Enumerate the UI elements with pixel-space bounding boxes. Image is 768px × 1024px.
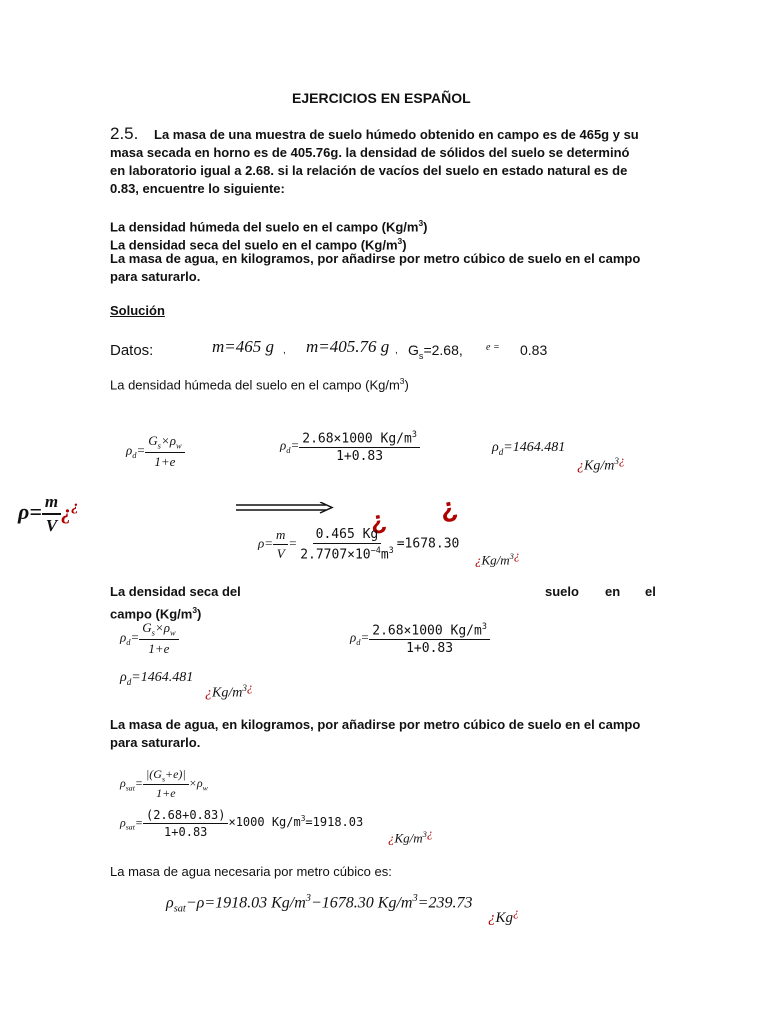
question-3-line-2: para saturarlo.: [110, 269, 201, 284]
question-3-line-1: La masa de agua, en kilogramos, por añadirse por metro cúbico de suelo en el campo: [110, 251, 641, 266]
arrow-icon: [236, 502, 336, 514]
formula-dry-density-substituted: $\rho_d=$ $\frac{2.68\times 1000 Kg/m^3}{1+0.83}$: [280, 429, 420, 464]
formula-dry-density-general: $\rho_d=$ $\frac{G_s\times\rho_w}{1+e}$: [126, 433, 185, 470]
unit-kg-m3: ¿$Kg/m^3¿$: [577, 453, 625, 474]
unit-kg: ¿Kg¿: [488, 905, 520, 926]
formula-dry-density-general-2: $\rho_d=$ $\frac{G_s\times\rho_w}{1+e}$: [120, 620, 179, 657]
statement-line-3: en laboratorio igual a 2.68. si la relación de vacíos del suelo en estado natural es de: [110, 163, 628, 178]
formula-water-mass: $\rho_{sat}-\rho=1918.03$ $Kg/m^3-1678.30$ $Kg/m^3=239.73$: [166, 893, 473, 915]
problem-number: 2.5.: [110, 124, 139, 143]
datos-gs: $G_s=2.68$,: [408, 342, 463, 361]
statement-line-2: masa secada en horno es de 405.76g. la densidad de sólidos del suelo se determinó: [110, 145, 630, 160]
formula-sat-density-general: $\rho_{sat}=$ $\frac{|(G_s+e)|}{1+e}$ $\times\rho_w$: [120, 767, 208, 801]
statement-line-4: 0.83, encuentre lo siguiente:: [110, 181, 285, 196]
formula-dry-density-substituted-2: $\rho_d=$ $\frac{2.68\times 1000 Kg/m^3}{1+0.83}$: [350, 621, 490, 656]
datos-dry-mass: m=405.76 g: [306, 337, 390, 356]
section-2-heading-d: el: [645, 584, 656, 599]
section-3-heading-line-2: para saturarlo.: [110, 735, 201, 750]
unit-kg-m3-dry: ¿$Kg/m^3¿$: [205, 680, 253, 701]
inverted-question-mark-2: ¿: [437, 490, 460, 525]
datos-wet-mass: m=465 g: [212, 337, 274, 356]
datos-comma-1: ,: [283, 345, 286, 356]
datos-label: Datos:: [110, 342, 154, 359]
datos-e-value: 0.83: [520, 342, 548, 358]
question-1: La densidad húmeda del suelo en el campo $(Kg/m^3)$: [110, 218, 428, 235]
datos-comma-2: ,: [395, 345, 398, 356]
page-title: EJERCICIOS EN ESPAÑOL: [292, 90, 471, 106]
section-2-heading-e: campo $(Kg/m^3)$: [110, 605, 202, 622]
final-heading: La masa de agua necesaria por metro cúbico es:: [110, 864, 392, 879]
question-2: La densidad seca del suelo en el campo $(Kg/m^3)$: [110, 236, 407, 253]
statement-line-1: La masa de una muestra de suelo húmedo obtenido en campo es de 465g y su: [154, 127, 639, 142]
solution-label: Solución: [110, 303, 165, 318]
formula-density-substituted: ρ= $\frac{m}{V}$ = $\frac{0.465 Kg}{2.7707\times 10^{-4}m^3}$ =1678.30: [258, 527, 460, 563]
section-3-heading-line-1: La masa de agua, en kilogramos, por añadirse por metro cúbico de suelo en el campo: [110, 717, 641, 732]
formula-sat-density-substituted: $\rho_{sat}=$ $\frac{(2.68+0.83)}{1+0.83}$ ×1000 $Kg/m^3=1918.03$: [120, 808, 364, 839]
unit-kg-m3-density: ¿$Kg/m^3¿$: [475, 548, 520, 568]
section-2-heading-b: suelo: [545, 584, 579, 599]
section-2-heading-a: La densidad seca del: [110, 584, 241, 599]
section-2-heading-c: en: [605, 584, 621, 599]
inverted-question-mark-1: ¿: [367, 503, 389, 537]
formula-dry-density-result: $\rho_d=1464.481$: [492, 440, 566, 457]
datos-e-symbol: e =: [486, 342, 500, 353]
formula-density-basic: ρ= $\frac{m}{V}$ ¿¿: [18, 492, 79, 535]
formula-dry-density-result-2: $\rho_d=1464.481$: [120, 670, 194, 687]
unit-kg-m3-sat: ¿$Kg/m^3¿$: [388, 826, 433, 846]
section-1-heading: La densidad húmeda del suelo en el campo $(Kg/m^3)$: [110, 376, 409, 393]
